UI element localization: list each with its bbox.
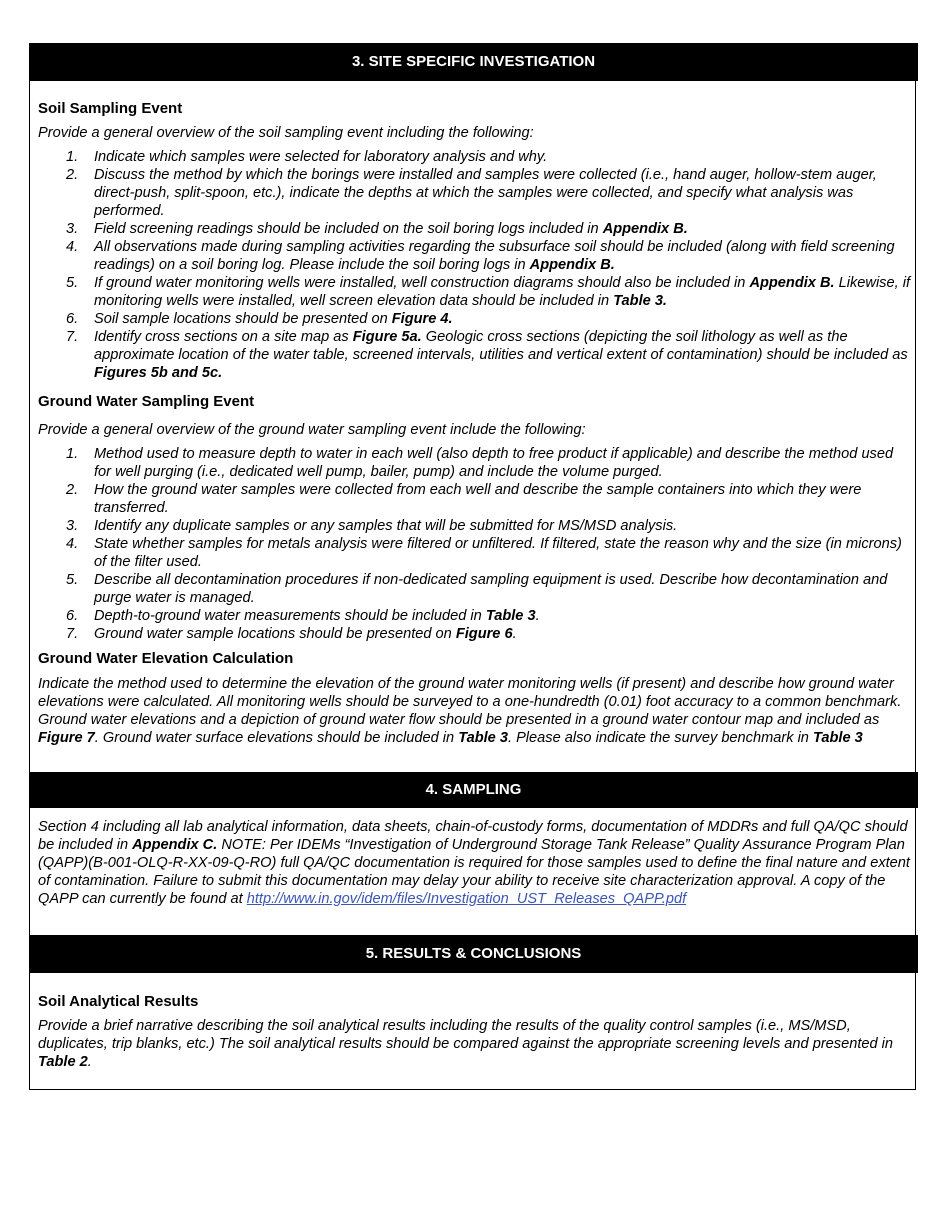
list-item	[38, 220, 910, 238]
section-4-header	[29, 772, 918, 808]
soil-sampling-intro: Provide a general overview of the soil sampling event including the following:	[38, 125, 534, 141]
gw-elevation-heading: Ground Water Elevation Calculation	[38, 650, 294, 667]
section-3-title: 3. SITE SPECIFIC INVESTIGATION	[351, 53, 596, 70]
text-segment: . Please also indicate the survey benchmark in	[507, 730, 813, 746]
list-item-number: 1.	[66, 446, 79, 462]
list-item-number: 5.	[66, 572, 79, 588]
bold-reference: Table 3	[485, 608, 536, 624]
bold-reference: Table 3	[812, 730, 863, 746]
text-segment: Depth-to-ground water measurements should be included in	[94, 608, 486, 624]
list-item-number: 2.	[66, 482, 79, 498]
text-segment: Geologic cross sections (depicting the soil lithology as well as the approximate location of the water table, screened intervals, utilities and vertical extent of contamination) should be included as	[94, 329, 908, 363]
text-segment: Provide a brief narrative describing the soil analytical results including the results of the quality control samples (i.e., MS/MSD, duplicates, trip blanks, etc.) The soil analytical results should be compared against the appropriate screening levels and presented in	[38, 1018, 894, 1052]
text-segment: . Ground water surface elevations should be included in	[94, 730, 459, 746]
text-segment: State whether samples for metals analysis were filtered or unfiltered. If filtered, state the reason why and the size (in microns) of the filter used.	[94, 536, 902, 570]
text-segment: Identify any duplicate samples or any samples that will be submitted for MS/MSD analysis.	[94, 518, 678, 534]
bold-reference: Figure 5a.	[352, 329, 422, 345]
section-5-header	[29, 935, 918, 973]
text-segment: Likewise, if monitoring wells were installed, well screen elevation data should be included in	[94, 275, 911, 309]
list-item	[38, 571, 910, 607]
list-item	[38, 310, 910, 328]
soil-results-text	[38, 1017, 910, 1071]
text-segment: All observations made during sampling activities regarding the subsurface soil should be included (along with field screening readings) on a soil boring log. Please include the soil boring logs in	[94, 239, 895, 273]
text-segment: Describe all decontamination procedures if non-dedicated sampling equipment is used. Describe how decontamination and purge water is managed.	[94, 572, 888, 606]
bold-reference: Figure 7	[38, 730, 95, 746]
text-segment: Section 4 including all lab analytical information, data sheets, chain-of-custody forms, documentation of MDDRs and full QA/QC should be included in	[38, 819, 908, 853]
list-item	[38, 148, 910, 166]
bold-reference: Table 3	[458, 730, 508, 746]
list-item	[38, 328, 910, 382]
bold-reference: Appendix B.	[749, 275, 835, 291]
list-item	[38, 607, 910, 625]
text-segment: Field screening readings should be included on the soil boring logs included in	[94, 221, 603, 237]
list-item-number: 2.	[66, 167, 79, 183]
text-segment: Soil sample locations should be presented on	[94, 311, 392, 327]
soil-results-heading: Soil Analytical Results	[38, 993, 199, 1010]
section-3-header	[29, 43, 918, 81]
text-segment: Method used to measure depth to water in each well (also depth to free product if applicable) and describe the method used for well purging (i.e., dedicated well pump, bailer, pump) and include the volume purged.	[94, 446, 894, 480]
list-item-number: 6.	[66, 608, 79, 624]
bold-reference: Figures 5b and 5c.	[94, 365, 223, 381]
list-item-number: 4.	[66, 239, 79, 255]
bold-reference: Figure 6	[455, 626, 513, 642]
bold-reference: Figure 4.	[391, 311, 453, 327]
list-item-number: 6.	[66, 311, 79, 327]
text-segment: Discuss the method by which the borings were installed and samples were collected (i.e., hand auger, hollow-stem auger, direct-push, split-spoon, etc.), indicate the depths at which the samples were collected, and specify what analysis was performed.	[94, 167, 877, 219]
gw-sampling-intro: Provide a general overview of the ground water sampling event include the following:	[38, 422, 586, 438]
list-item	[38, 517, 910, 535]
text-segment: .	[535, 608, 540, 624]
list-item-number: 1.	[66, 149, 79, 165]
bold-reference: Table 2	[38, 1054, 88, 1070]
soil-sampling-list	[38, 148, 910, 382]
text-segment: Indicate the method used to determine the elevation of the ground water monitoring wells (if present) and describe how ground water elevations were calculated. All monitoring wells should be surveyed to a one-hundredth (0.01) foot accuracy to a common benchmark. Ground water elevations and a depiction of ground water flow should be presented in a ground water contour map and included as	[38, 676, 902, 728]
gw-sampling-list	[38, 445, 910, 643]
list-item	[38, 445, 910, 481]
section-4-title: 4. SAMPLING	[425, 781, 522, 798]
list-item-number: 7.	[66, 329, 79, 345]
text-segment: Ground water sample locations should be presented on	[94, 626, 456, 642]
list-item-number: 4.	[66, 536, 79, 552]
list-item	[38, 238, 910, 274]
list-item-number: 7.	[66, 626, 79, 642]
qapp-link[interactable]: http://www.in.gov/idem/files/Investigation_UST_Releases_QAPP.pdf	[246, 891, 687, 907]
text-segment: .	[512, 626, 517, 642]
bold-reference: Appendix C.	[132, 837, 218, 853]
text-segment: Indicate which samples were selected for laboratory analysis and why.	[94, 149, 548, 165]
text-segment: .	[87, 1054, 92, 1070]
list-item	[38, 481, 910, 517]
sampling-text	[38, 818, 910, 908]
gw-elevation-text	[38, 675, 910, 747]
section-5-title: 5. RESULTS & CONCLUSIONS	[365, 945, 582, 962]
bold-reference: Appendix B.	[602, 221, 688, 237]
bold-reference: Appendix B.	[529, 257, 615, 273]
list-item	[38, 535, 910, 571]
list-item	[38, 274, 910, 310]
gw-sampling-heading: Ground Water Sampling Event	[38, 393, 255, 410]
list-item-number: 3.	[66, 221, 79, 237]
text-segment: Identify cross sections on a site map as	[94, 329, 353, 345]
list-item-number: 5.	[66, 275, 79, 291]
text-segment: How the ground water samples were collected from each well and describe the sample containers into which they were transferred.	[94, 482, 862, 516]
list-item	[38, 625, 910, 643]
bold-reference: Table 3.	[613, 293, 667, 309]
soil-sampling-heading: Soil Sampling Event	[38, 100, 183, 117]
list-item-number: 3.	[66, 518, 79, 534]
text-segment: NOTE: Per IDEMs “Investigation of Underground Storage Tank Release” Quality Assurance Program Plan (QAPP)(B-001-OLQ-R-XX-09-Q-RO) full QA/QC documentation is required for those samples used to define the final nature and extent of contamination. Failure to submit this documentation may delay your ability to receive site characterization approval. A copy of the QAPP can currently be found at	[38, 837, 910, 907]
list-item	[38, 166, 910, 220]
text-segment: If ground water monitoring wells were installed, well construction diagrams should also be included in	[94, 275, 750, 291]
